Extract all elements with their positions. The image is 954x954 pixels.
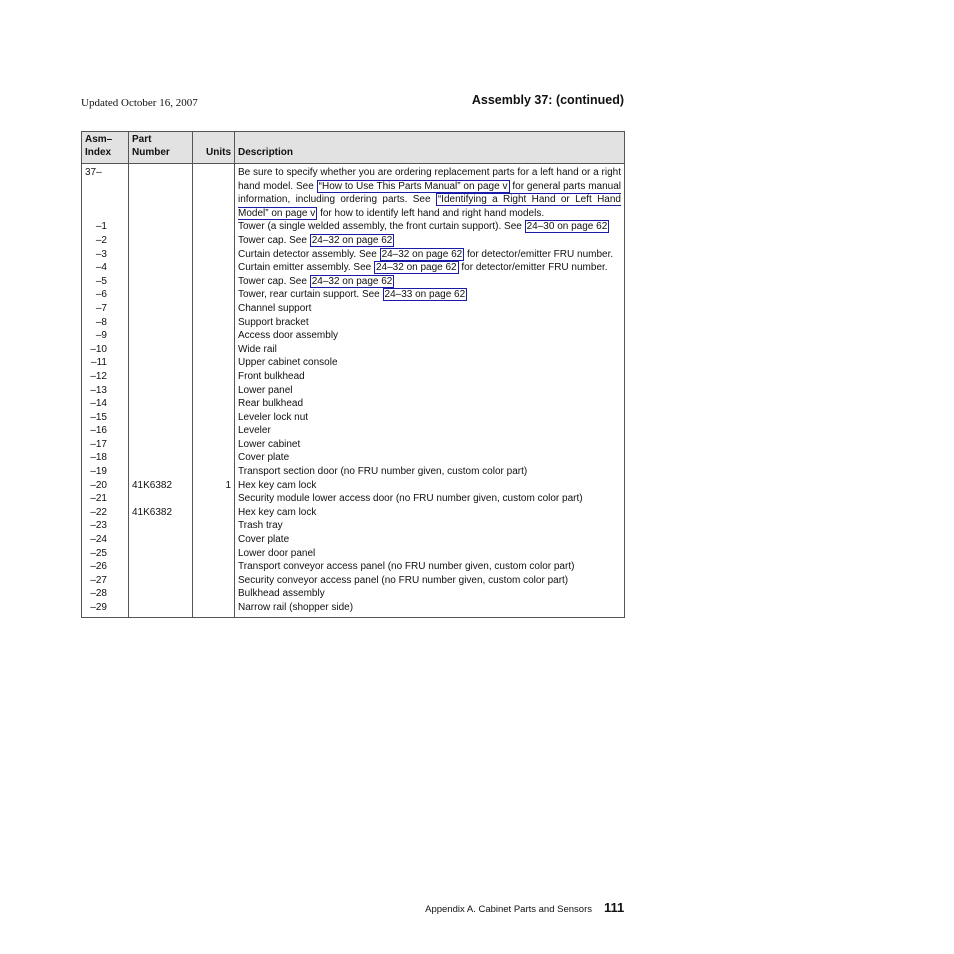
cell-asm-index: –19	[82, 465, 129, 479]
cell-description	[235, 479, 625, 493]
table-row-intro	[82, 164, 625, 221]
cell-part-number	[129, 601, 193, 617]
cell-description	[235, 288, 625, 302]
cell-part-number	[129, 234, 193, 248]
cell-part-number	[129, 248, 193, 262]
table-row	[82, 397, 625, 411]
intro-text-2: for general parts manual information, including ordering parts. See	[238, 180, 621, 206]
cell-asm-index: –26	[82, 560, 129, 574]
column-header-asm-index: Asm– Index	[82, 132, 129, 164]
description-text: Bulkhead assembly	[238, 588, 325, 600]
cell-description	[235, 316, 625, 330]
page-number: 111	[604, 900, 625, 915]
table-row	[82, 438, 625, 452]
description-text: Curtain emitter assembly. See	[238, 262, 372, 274]
description-text: Channel support	[238, 302, 312, 314]
table-row	[82, 370, 625, 384]
cell-description	[235, 587, 625, 601]
description-text: Wide rail	[238, 343, 277, 355]
column-header-part-number: Part Number	[129, 132, 193, 164]
table-row	[82, 479, 625, 493]
cell-asm-index: –11	[82, 356, 129, 370]
cell-part-number	[129, 356, 193, 370]
cell-asm-index: –10	[82, 343, 129, 357]
cell-asm-index: –9	[82, 329, 129, 343]
table-row	[82, 547, 625, 561]
description-text: Rear bulkhead	[238, 398, 304, 410]
cell-asm-index: –21	[82, 492, 129, 506]
table-row	[82, 519, 625, 533]
description-text: Hex key cam lock	[238, 506, 317, 518]
intro-text-3: for how to identify left hand and right hand models.	[320, 207, 545, 219]
cell-units	[193, 370, 235, 384]
intro-text-1: Be sure to specify whether you are ordering replacement parts for a left hand or a right hand model. See	[238, 167, 621, 192]
cell-description	[235, 397, 625, 411]
table-row	[82, 356, 625, 370]
cell-description	[235, 574, 625, 588]
cell-part-number	[129, 465, 193, 479]
description-text: Leveler	[238, 425, 271, 437]
cell-asm-index: –5	[82, 275, 129, 289]
cell-asm-index: –14	[82, 397, 129, 411]
table-row	[82, 220, 625, 234]
cell-part-number	[129, 275, 193, 289]
cell-part-number	[129, 397, 193, 411]
cell-units: 1	[193, 479, 235, 493]
cell-units	[193, 533, 235, 547]
description-text: Tower, rear curtain support. See	[238, 289, 380, 301]
description-text: Security module lower access door (no FRU number given, custom color part)	[238, 493, 583, 505]
cell-part-number: 41K6382	[129, 506, 193, 520]
table-row	[82, 506, 625, 520]
cell-units	[193, 343, 235, 357]
cell-description	[235, 220, 625, 234]
cell-asm-index: –27	[82, 574, 129, 588]
description-text: Cover plate	[238, 452, 290, 464]
description-text: Lower cabinet	[238, 438, 301, 450]
cell-asm-index: –24	[82, 533, 129, 547]
figure-reference-link[interactable]: 24–32 on page 62	[381, 248, 463, 260]
cell-units	[193, 356, 235, 370]
cell-part-number	[129, 424, 193, 438]
description-text: Tower cap. See	[238, 234, 307, 246]
table-row	[82, 261, 625, 275]
cell-description	[235, 451, 625, 465]
cell-asm-index: –17	[82, 438, 129, 452]
description-text: Tower cap. See	[238, 275, 307, 287]
cell-part-number	[129, 492, 193, 506]
cell-part-number	[129, 261, 193, 275]
table-row	[82, 302, 625, 316]
cell-asm-index: –15	[82, 411, 129, 425]
cell-description	[235, 370, 625, 384]
description-text: Access door assembly	[238, 330, 339, 342]
cell-part-number	[129, 451, 193, 465]
table-row	[82, 465, 625, 479]
cell-units	[193, 275, 235, 289]
column-header-description: Description	[235, 132, 625, 164]
description-text: Front bulkhead	[238, 370, 305, 382]
cell-asm-index: –22	[82, 506, 129, 520]
table-row	[82, 288, 625, 302]
cell-units	[193, 519, 235, 533]
cell-part-number	[129, 411, 193, 425]
cell-asm-index: –4	[82, 261, 129, 275]
table-row	[82, 275, 625, 289]
table-row	[82, 492, 625, 506]
cell-asm-index: –1	[82, 220, 129, 234]
parts-table	[81, 131, 625, 618]
cell-description	[235, 560, 625, 574]
cell-description	[235, 424, 625, 438]
cell-part-number	[129, 519, 193, 533]
cell-units	[193, 288, 235, 302]
table-row	[82, 451, 625, 465]
cell-part-number	[129, 384, 193, 398]
cell-asm-index: –2	[82, 234, 129, 248]
cell-part-number	[129, 220, 193, 234]
cell-units	[193, 329, 235, 343]
cell-units	[193, 587, 235, 601]
cell-units	[193, 424, 235, 438]
cell-units	[193, 547, 235, 561]
table-row	[82, 234, 625, 248]
cell-units	[193, 261, 235, 275]
cell-units	[193, 397, 235, 411]
cell-units	[193, 438, 235, 452]
cell-asm-index: –16	[82, 424, 129, 438]
description-text: Cover plate	[238, 534, 290, 546]
cell-units	[193, 506, 235, 520]
description-text: Security conveyor access panel (no FRU number given, custom color part)	[238, 574, 569, 586]
table-row	[82, 587, 625, 601]
cell-units	[193, 234, 235, 248]
cell-description	[235, 302, 625, 316]
description-text: Support bracket	[238, 316, 309, 328]
description-text: Leveler lock nut	[238, 411, 309, 423]
cell-part-number	[129, 302, 193, 316]
cell-description	[235, 261, 625, 275]
cell-part-number	[129, 316, 193, 330]
cell-description	[235, 438, 625, 452]
cell-part-number	[129, 560, 193, 574]
cell-description	[235, 601, 625, 617]
cell-description	[235, 248, 625, 262]
cell-units	[193, 492, 235, 506]
description-text: Hex key cam lock	[238, 479, 317, 491]
cell-part-number	[129, 587, 193, 601]
cell-description	[235, 329, 625, 343]
link-how-to-use-manual[interactable]: “How to Use This Parts Manual” on page v	[318, 180, 508, 192]
cell-part-number	[129, 574, 193, 588]
figure-reference-link[interactable]: 24–32 on page 62	[375, 262, 457, 274]
cell-part-number	[129, 533, 193, 547]
intro-part-number	[129, 164, 193, 221]
cell-part-number	[129, 370, 193, 384]
description-text: Narrow rail (shopper side)	[238, 602, 354, 613]
cell-description	[235, 506, 625, 520]
table-row	[82, 601, 625, 617]
cell-units	[193, 248, 235, 262]
figure-reference-link[interactable]: 24–32 on page 62	[311, 234, 393, 246]
table-row	[82, 384, 625, 398]
cell-description	[235, 343, 625, 357]
table-header-row	[82, 132, 625, 164]
cell-units	[193, 316, 235, 330]
table-row	[82, 411, 625, 425]
description-text-after-link: for detector/emitter FRU number.	[466, 248, 614, 260]
cell-units	[193, 411, 235, 425]
cell-description	[235, 465, 625, 479]
cell-units	[193, 574, 235, 588]
table-row	[82, 574, 625, 588]
cell-description	[235, 533, 625, 547]
description-text: Transport conveyor access panel (no FRU number given, custom color part)	[238, 561, 575, 573]
cell-description	[235, 519, 625, 533]
cell-asm-index: –6	[82, 288, 129, 302]
table-row	[82, 316, 625, 330]
table-row	[82, 329, 625, 343]
cell-asm-index: –23	[82, 519, 129, 533]
cell-asm-index: –28	[82, 587, 129, 601]
cell-asm-index: –12	[82, 370, 129, 384]
figure-reference-link[interactable]: 24–30 on page 62	[526, 221, 608, 233]
description-text: Curtain detector assembly. See	[238, 248, 377, 260]
cell-units	[193, 560, 235, 574]
cell-units	[193, 465, 235, 479]
cell-part-number	[129, 288, 193, 302]
updated-date: Updated October 16, 2007	[81, 97, 198, 109]
cell-units	[193, 220, 235, 234]
description-text: Lower panel	[238, 384, 293, 396]
column-header-units: Units	[193, 132, 235, 164]
cell-description	[235, 411, 625, 425]
cell-units	[193, 451, 235, 465]
cell-description	[235, 547, 625, 561]
description-text: Lower door panel	[238, 547, 316, 559]
cell-asm-index: –18	[82, 451, 129, 465]
cell-units	[193, 384, 235, 398]
table-row	[82, 343, 625, 357]
table-row	[82, 248, 625, 262]
description-text: Tower (a single welded assembly, the front curtain support). See	[238, 221, 522, 233]
cell-asm-index: –25	[82, 547, 129, 561]
cell-asm-index: –13	[82, 384, 129, 398]
section-title: Assembly 37: (continued)	[471, 93, 624, 107]
cell-part-number	[129, 329, 193, 343]
intro-index: 37–	[82, 164, 129, 221]
description-text: Trash tray	[238, 520, 283, 532]
link-identifying-hand-model[interactable]: “Identifying a Right Hand or Left Hand Model” on page v	[238, 194, 621, 219]
table-row	[82, 560, 625, 574]
cell-part-number: 41K6382	[129, 479, 193, 493]
cell-units	[193, 601, 235, 617]
cell-part-number	[129, 438, 193, 452]
cell-asm-index: –29	[82, 601, 129, 617]
cell-units	[193, 302, 235, 316]
intro-units	[193, 164, 235, 221]
cell-asm-index: –8	[82, 316, 129, 330]
cell-description	[235, 356, 625, 370]
cell-description	[235, 384, 625, 398]
cell-description	[235, 275, 625, 289]
description-text: Transport section door (no FRU number given, custom color part)	[238, 466, 528, 478]
description-text-after-link: for detector/emitter FRU number.	[461, 262, 608, 274]
table-row	[82, 424, 625, 438]
cell-asm-index: –3	[82, 248, 129, 262]
intro-description	[235, 164, 625, 221]
cell-part-number	[129, 343, 193, 357]
table-row	[82, 533, 625, 547]
cell-part-number	[129, 547, 193, 561]
cell-description	[235, 492, 625, 506]
footer-text: Appendix A. Cabinet Parts and Sensors	[425, 904, 592, 915]
cell-description	[235, 234, 625, 248]
cell-asm-index: –7	[82, 302, 129, 316]
cell-asm-index: –20	[82, 479, 129, 493]
figure-reference-link[interactable]: 24–32 on page 62	[311, 275, 393, 287]
figure-reference-link[interactable]: 24–33 on page 62	[384, 289, 466, 301]
description-text: Upper cabinet console	[238, 357, 338, 369]
